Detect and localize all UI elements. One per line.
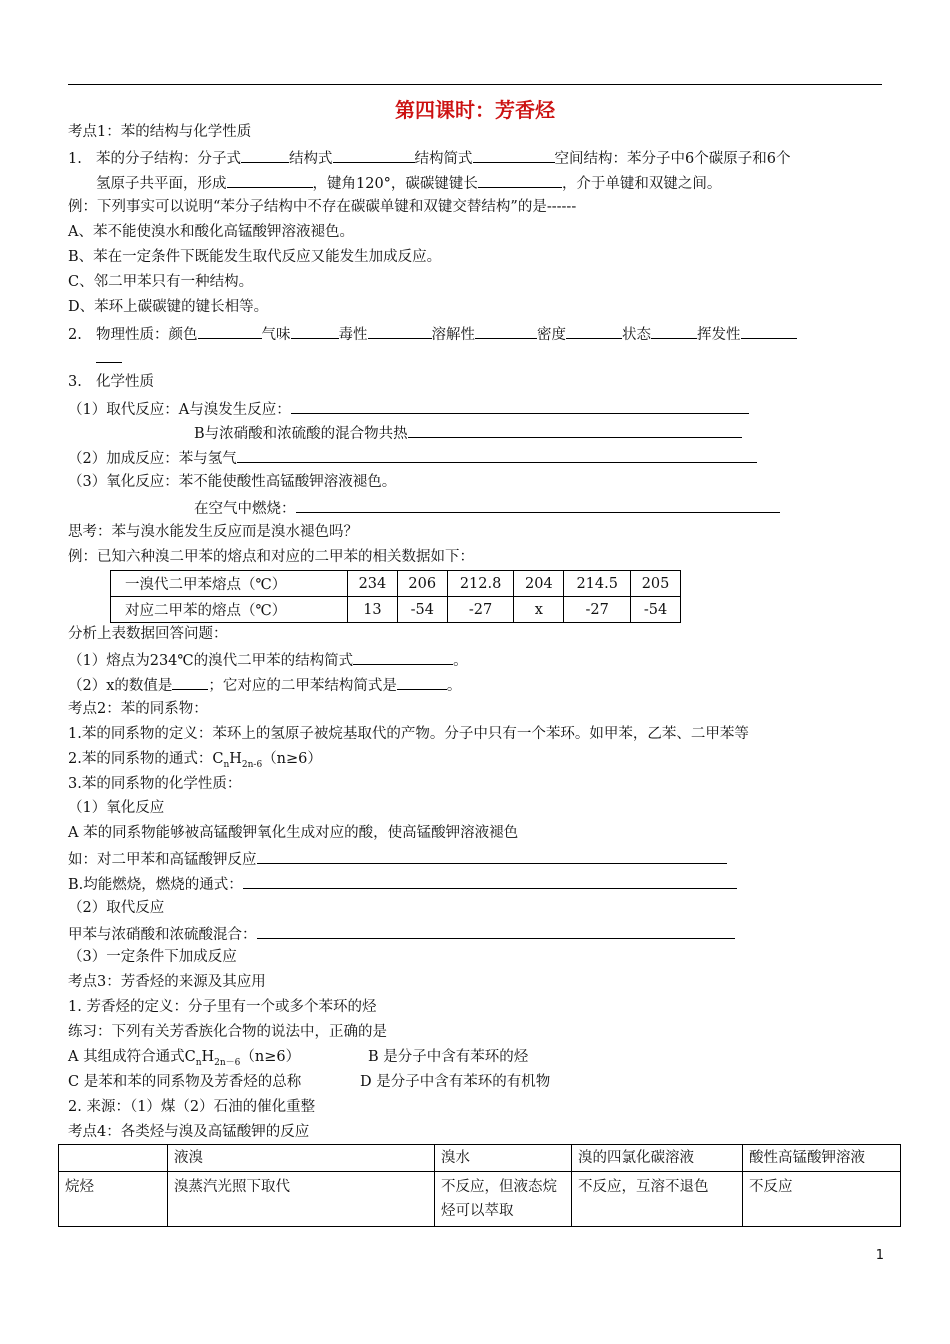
blank[interactable] — [243, 873, 737, 889]
section2-heading: 考点2：苯的同系物： — [68, 701, 208, 717]
question-1: （1）熔点为234℃的溴代二甲苯的结构简式 。 — [68, 649, 468, 671]
item1-line2: 氢原子共平面，形成 ，键角120°，碳碳键键长 ，介于单键和双键之间。 — [96, 172, 721, 194]
page-number: 1 — [875, 1248, 884, 1263]
substitution-example: 甲苯与浓硝酸和浓硫酸混合： — [68, 923, 735, 945]
question-2: （2）x的数值是 ；它对应的二甲苯结构简式是 。 — [68, 674, 461, 696]
oxidation-heading: （1）氧化反应 — [68, 800, 165, 816]
blank[interactable] — [566, 323, 622, 339]
substitution-heading: （2）取代反应 — [68, 900, 165, 916]
table-cell: 不反应，互溶不退色 — [572, 1172, 743, 1227]
reaction-table — [58, 1144, 901, 1227]
blank[interactable] — [291, 323, 339, 339]
melting-point-table — [110, 570, 681, 623]
table-cell: 13 — [348, 597, 398, 623]
blank[interactable] — [397, 674, 447, 690]
table-row — [59, 1172, 901, 1227]
item2-overflow — [96, 347, 122, 369]
homolog-chem: 3.苯的同系物的化学性质： — [68, 776, 242, 792]
blank[interactable] — [478, 172, 562, 188]
practice-option-d: D 是分子中含有苯环的有机物 — [360, 1074, 551, 1090]
homolog-formula: 2.苯的同系物的通式：$C_nH_{2n-6}(n\ge 6)$ — [68, 751, 322, 770]
example-question: 例：下列事实可以说明“苯分子结构中不存在碳碳单键和双键交替结构”的是------ — [68, 199, 577, 215]
table-cell: 烷烃 — [59, 1172, 168, 1227]
think-question: 思考：苯与溴水能发生反应而是溴水褪色吗？ — [68, 524, 358, 540]
table-cell: 一溴代二甲苯熔点（℃） — [111, 571, 348, 597]
table-cell: -54 — [631, 597, 681, 623]
blank[interactable] — [353, 649, 453, 665]
blank[interactable] — [741, 323, 797, 339]
item3-sub1: （1）取代反应：A与溴发生反应： — [68, 398, 749, 420]
table-header-cell — [59, 1145, 168, 1172]
item1-line1: 1. 苯的分子结构：分子式 结构式 结构简式 空间结构：苯分子中6个碳原子和6个 — [68, 147, 790, 169]
table-cell: 204 — [514, 571, 564, 597]
blank[interactable] — [198, 323, 262, 339]
blank[interactable] — [475, 323, 537, 339]
section1-heading: 考点1：苯的结构与化学性质 — [68, 124, 252, 140]
blank[interactable] — [96, 347, 122, 363]
oxidation-example: 如：对二甲苯和高锰酸钾反应 — [68, 848, 727, 870]
addition-heading: （3）一定条件下加成反应 — [68, 949, 237, 965]
section4-heading: 考点4：各类烃与溴及高锰酸钾的反应 — [68, 1124, 310, 1140]
item3-sub3: （3）氧化反应：苯不能使酸性高锰酸钾溶液褪色。 — [68, 474, 397, 490]
table-header-cell: 液溴 — [168, 1145, 435, 1172]
blank[interactable] — [651, 323, 697, 339]
table-cell: 不反应，但液态烷烃可以萃取 — [435, 1172, 572, 1227]
table-cell: 206 — [397, 571, 447, 597]
table-header-cell: 酸性高锰酸钾溶液 — [743, 1145, 901, 1172]
blank[interactable] — [257, 848, 727, 864]
source-text: 2. 来源：（1）煤（2）石油的催化重整 — [68, 1099, 316, 1115]
table-cell: -27 — [447, 597, 514, 623]
practice-option-a: A 其组成符合通式$C_nH_{2n-6}(n\ge 6)$ — [68, 1049, 301, 1068]
section3-heading: 考点3：芳香烃的来源及其应用 — [68, 974, 266, 990]
table-header-cell: 溴的四氯化碳溶液 — [572, 1145, 743, 1172]
practice-option-c: C 是苯和苯的同系物及芳香烃的总称 — [68, 1074, 302, 1090]
item3-chem: 3. 化学性质 — [68, 374, 154, 390]
item2-physical: 2. 物理性质：颜色 气味 毒性 溶解性 密度 状态 挥发性 — [68, 323, 797, 345]
blank[interactable] — [227, 172, 313, 188]
practice-question: 练习：下列有关芳香族化合物的说法中，正确的是 — [68, 1024, 387, 1040]
blank[interactable] — [241, 147, 289, 163]
blank[interactable] — [296, 497, 780, 513]
table-cell: 214.5 — [564, 571, 631, 597]
item3-sub3b: 在空气中燃烧： — [194, 497, 780, 519]
example-option-c: C、邻二甲苯只有一种结构。 — [68, 274, 254, 290]
table-cell: 不反应 — [743, 1172, 901, 1227]
blank[interactable] — [172, 674, 208, 690]
table-cell: -54 — [397, 597, 447, 623]
table-row — [111, 597, 681, 623]
analysis-text: 分析上表数据回答问题： — [68, 626, 228, 642]
example2-text: 例：已知六种溴二甲苯的熔点和对应的二甲苯的相关数据如下： — [68, 549, 474, 565]
practice-option-b: B 是分子中含有苯环的烃 — [368, 1049, 529, 1065]
oxidation-b: B.均能燃烧，燃烧的通式： — [68, 873, 737, 895]
item3-sub2: （2）加成反应：苯与氢气 — [68, 447, 757, 469]
example-option-a: A、苯不能使溴水和酸化高锰酸钾溶液褪色。 — [68, 224, 354, 240]
page-title: 第四课时：芳香烃 — [395, 98, 555, 122]
header-rule — [68, 84, 882, 85]
blank[interactable] — [237, 447, 757, 463]
example-option-b: B、苯在一定条件下既能发生取代反应又能发生加成反应。 — [68, 249, 442, 265]
aromatic-definition: 1. 芳香烃的定义：分子里有一个或多个苯环的烃 — [68, 999, 377, 1015]
table-cell: 对应二甲苯的熔点（℃） — [111, 597, 348, 623]
homolog-definition: 1.苯的同系物的定义：苯环上的氢原子被烷基取代的产物。分子中只有一个苯环。如甲苯，乙苯、二甲苯等 — [68, 726, 749, 742]
blank[interactable] — [291, 398, 749, 414]
item3-sub1b: B与浓硝酸和浓硫酸的混合物共热 — [194, 422, 742, 444]
table-cell: -27 — [564, 597, 631, 623]
example-option-d: D、苯环上碳碳键的键长相等。 — [68, 299, 269, 315]
table-header-cell: 溴水 — [435, 1145, 572, 1172]
blank[interactable] — [408, 422, 742, 438]
table-cell: 205 — [631, 571, 681, 597]
blank[interactable] — [333, 147, 415, 163]
blank[interactable] — [257, 923, 735, 939]
oxidation-a: A 苯的同系物能够被高锰酸钾氧化生成对应的酸，使高锰酸钾溶液褪色 — [68, 825, 519, 841]
blank[interactable] — [368, 323, 432, 339]
blank[interactable] — [473, 147, 555, 163]
table-cell: 溴蒸汽光照下取代 — [168, 1172, 435, 1227]
table-cell: 234 — [348, 571, 398, 597]
table-row — [111, 571, 681, 597]
table-row — [59, 1145, 901, 1172]
table-cell: 212.8 — [447, 571, 514, 597]
table-cell: x — [514, 597, 564, 623]
